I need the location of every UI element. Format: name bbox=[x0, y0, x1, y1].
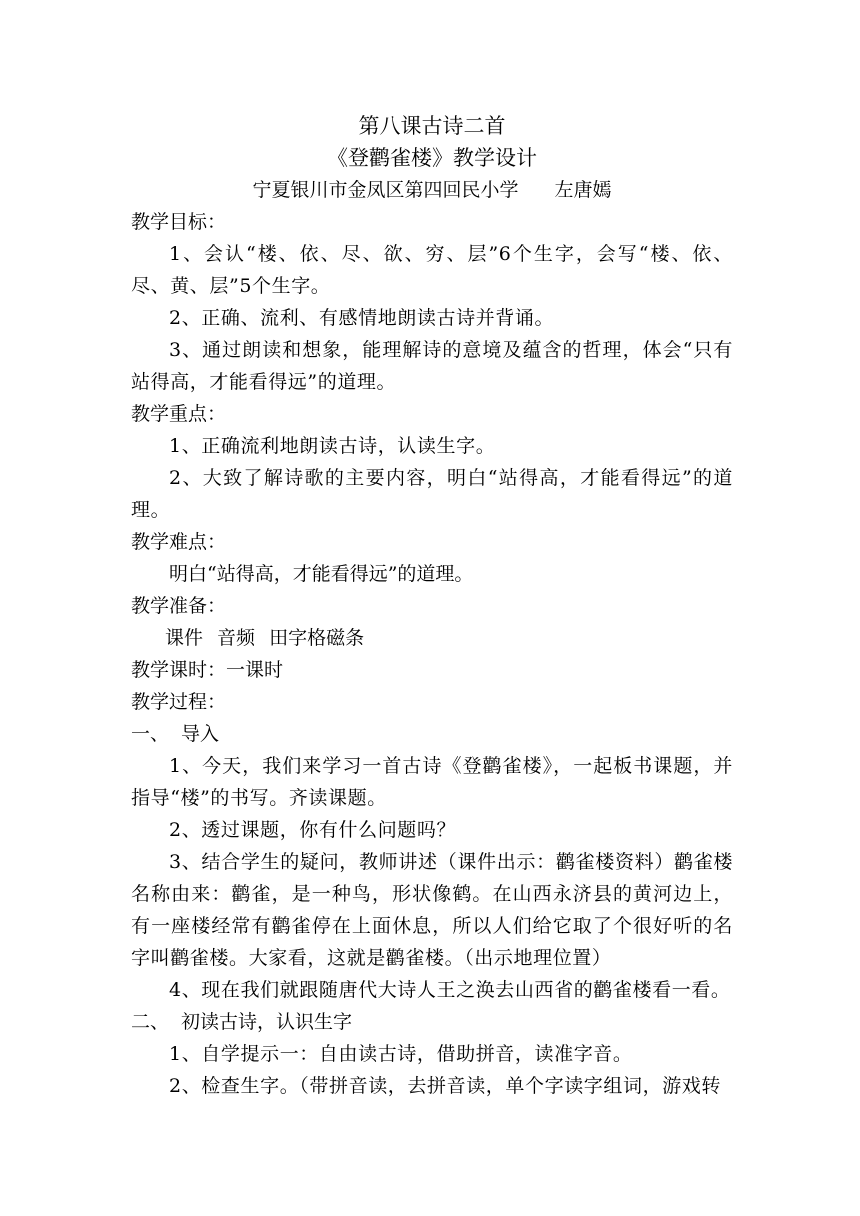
objectives-heading: 教学目标： bbox=[131, 211, 227, 233]
lesson-time: 教学课时：一课时 bbox=[131, 659, 284, 681]
author-school: 宁夏银川市金凤区第四回民小学 bbox=[252, 179, 519, 201]
preparation-text: 课件 音频 田字格磁条 bbox=[165, 627, 365, 649]
section-heading bbox=[131, 1006, 733, 1038]
section-heading bbox=[131, 718, 733, 750]
process-item: 1、今天，我们来学习一首古诗《登鹳雀楼》，一起板书课题，并指导“楼”的书写。齐读课题。 bbox=[131, 755, 733, 809]
process-item: 2、透过课题，你有什么问题吗？ bbox=[169, 819, 457, 841]
document-body bbox=[131, 110, 733, 1102]
section-title: 初读古诗，认识生字 bbox=[181, 1011, 353, 1033]
section-number: 二、 bbox=[131, 1011, 170, 1033]
author-line bbox=[131, 174, 733, 206]
author-name: 左唐嫣 bbox=[554, 179, 612, 201]
difficulties-heading: 教学难点： bbox=[131, 531, 227, 553]
process-item: 3、结合学生的疑问，教师讲述（课件出示：鹳雀楼资料）鹳雀楼名称由来：鹳雀，是一种鸟，形状像鹤。在山西永济县的黄河边上，有一座楼经常有鹳雀停在上面休息，所以人们给它取了个很好听的名字叫鹳雀楼。大家看，这就是鹳雀楼。（出示地理位置） bbox=[131, 851, 733, 969]
lesson-title: 第八课古诗二首 bbox=[358, 114, 506, 138]
process-item: 4、现在我们就跟随唐代大诗人王之涣去山西省的鹳雀楼看一看。 bbox=[169, 979, 731, 1001]
preparation-heading: 教学准备： bbox=[131, 595, 227, 617]
key-points-heading: 教学重点： bbox=[131, 403, 227, 425]
objective-item: 3、通过朗读和想象，能理解诗的意境及蕴含的哲理，体会“只有站得高，才能看得远”的道理。 bbox=[131, 339, 733, 393]
objective-item: 1、会认“楼、依、尽、欲、穷、层”6个生字，会写“楼、依、尽、黄、层”5个生字。 bbox=[131, 243, 733, 297]
section-title: 导入 bbox=[181, 723, 220, 745]
key-point-item: 1、正确流利地朗读古诗，认读生字。 bbox=[169, 435, 496, 457]
lesson-subtitle: 《登鹳雀楼》教学设计 bbox=[327, 146, 537, 170]
difficulties-text: 明白“站得高，才能看得远”的道理。 bbox=[169, 563, 474, 585]
section-number: 一、 bbox=[131, 723, 170, 745]
process-item: 2、检查生字。（带拼音读，去拼音读，单个字读字组词，游戏转 bbox=[169, 1075, 721, 1097]
key-point-item: 2、大致了解诗歌的主要内容，明白“站得高，才能看得远”的道理。 bbox=[131, 467, 733, 521]
process-item: 1、自学提示一：自由读古诗，借助拼音，读准字音。 bbox=[169, 1043, 633, 1065]
process-heading: 教学过程： bbox=[131, 691, 227, 713]
objective-item: 2、正确、流利、有感情地朗读古诗并背诵。 bbox=[169, 307, 555, 329]
